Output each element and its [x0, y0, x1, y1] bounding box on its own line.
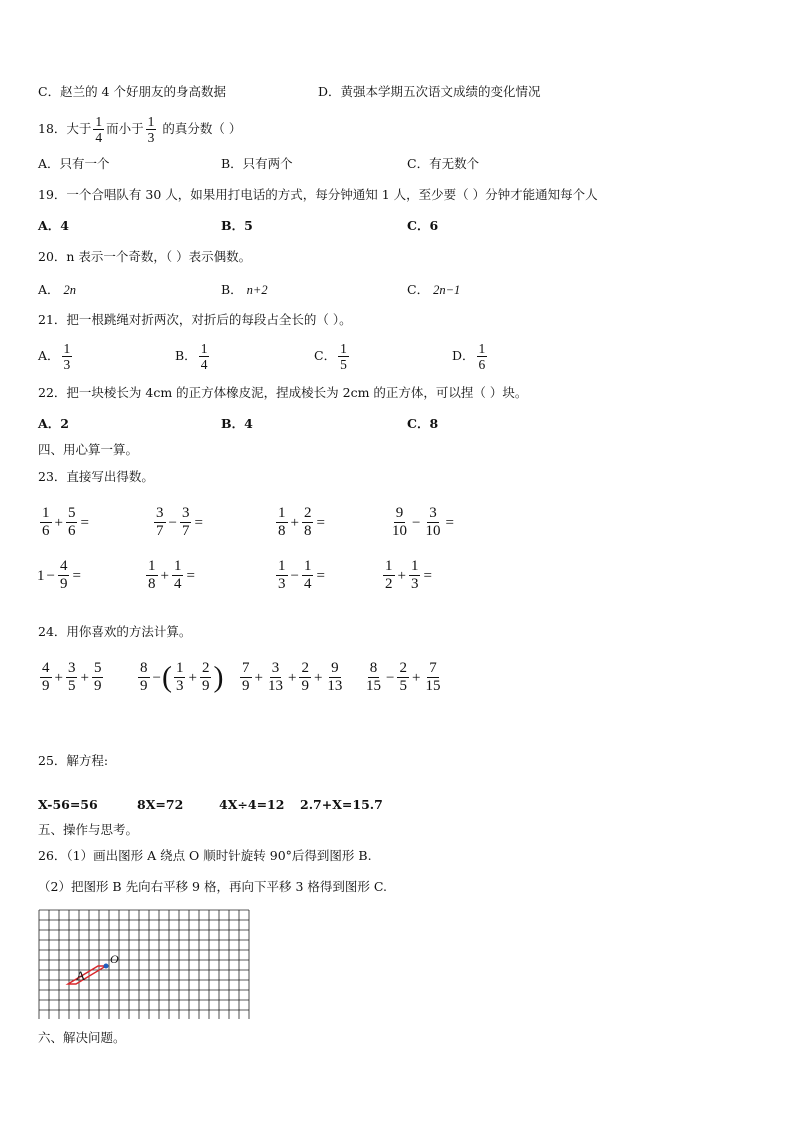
fraction: $\frac{1}{3}$	[147, 114, 155, 145]
section-6-heading: 六、解决问题。	[38, 1030, 126, 1045]
q23-expr: $\frac{1}{8}$ + $\frac{2}{8}$ =	[278, 505, 325, 539]
q21-option-c: C． $\frac{1}{5}$	[314, 341, 347, 372]
q24-expr-3: $\frac{7}{9}$ + $\frac{3}{13}$ + $\frac{2}{9}$ + $\frac{9}{13}$	[242, 660, 343, 694]
fraction: $\frac{1}{4}$	[95, 114, 103, 145]
question-26-part-2: （2）把图形 B 先向右平移 9 格，再向下平移 3 格得到图形 C.	[38, 879, 387, 894]
q20-option-c: C． 2n−1	[407, 282, 461, 297]
question-26-part-1: 26．（1）画出图形 A 绕点 O 顺时针旋转 90°后得到图形 B.	[38, 848, 372, 863]
q22-option-b: B．4	[221, 416, 253, 431]
q23-expr: $\frac{1}{6}$ + $\frac{5}{6}$ =	[42, 505, 89, 539]
question-24-title: 24．用你喜欢的方法计算。	[38, 624, 192, 639]
q19-option-c: C．6	[407, 218, 439, 233]
q18-option-c: C．有无数个	[407, 156, 480, 171]
q23-expr: $\frac{1}{8}$ + $\frac{1}{4}$ =	[148, 558, 195, 592]
q24-expr-1: $\frac{4}{9}$ + $\frac{3}{5}$ + $\frac{5}{9}$	[42, 660, 102, 694]
q23-expr: $\frac{1}{3}$ − $\frac{1}{4}$ =	[278, 558, 325, 592]
q17-option-c: C．赵兰的 4 个好朋友的身高数据	[38, 84, 226, 99]
q18-option-a: A．只有一个	[38, 156, 110, 171]
question-18: 18．大于 $\frac{1}{4}$ 而小于 $\frac{1}{3}$ 的真分数（ ）	[38, 114, 242, 145]
q25-equation: X-56=56	[38, 797, 98, 812]
q23-expr: $\frac{9}{10}$ − $\frac{3}{10}$ =	[392, 505, 454, 539]
q20-option-b: B． n+2	[221, 282, 268, 297]
shape-a-label: A	[76, 968, 86, 983]
q25-equation: 4X÷4=12	[219, 797, 285, 812]
q25-equation: 2.7+X=15.7	[300, 797, 383, 812]
question-23-title: 23．直接写出得数。	[38, 469, 154, 484]
grid-figure	[38, 909, 254, 1019]
q17-option-d: D．黄强本学期五次语文成绩的变化情况	[318, 84, 541, 99]
point-o-label: O	[110, 952, 119, 966]
q24-expr-4: $\frac{8}{15}$ − $\frac{2}{5}$ + $\frac{7}{15}$	[366, 660, 441, 694]
shape-a-parallelogram	[68, 966, 106, 984]
section-5-heading: 五、操作与思考。	[38, 822, 139, 837]
q21-option-d: D． $\frac{1}{6}$	[452, 341, 486, 372]
q22-option-a: A．2	[38, 416, 69, 431]
q22-option-c: C．8	[407, 416, 439, 431]
question-25-title: 25．解方程:	[38, 753, 109, 768]
q21-option-a: A． $\frac{1}{3}$	[38, 341, 71, 372]
q19-option-a: A．4	[38, 218, 69, 233]
question-21: 21．把一根跳绳对折两次，对折后的每段占全长的（ ）。	[38, 312, 352, 327]
point-o	[104, 964, 109, 969]
question-20: 20．n 表示一个奇数，（ ）表示偶数。	[38, 249, 252, 264]
q18-option-b: B．只有两个	[221, 156, 293, 171]
q23-expr: $\frac{3}{7}$ − $\frac{3}{7}$ =	[156, 505, 203, 539]
question-19: 19．一个合唱队有 30 人，如果用打电话的方式，每分钟通知 1 人，至少要（ ）分钟才能通知每个人	[38, 187, 598, 202]
q21-option-b: B． $\frac{1}{4}$	[175, 341, 208, 372]
q20-option-a: A． 2n	[38, 282, 77, 297]
question-22: 22．把一块棱长为 4cm 的正方体橡皮泥，捏成棱长为 2cm 的正方体，可以捏（ ）块。	[38, 385, 528, 400]
q23-expr: $\frac{1}{2}$ + $\frac{1}{3}$ =	[385, 558, 432, 592]
q23-expr: 1 − $\frac{4}{9}$ =	[37, 558, 81, 592]
q19-option-b: B．5	[221, 218, 253, 233]
grid-lines	[39, 910, 249, 1019]
q24-expr-2: $\frac{8}{9}$ −( $\frac{1}{3}$ + $\frac{2}{9}$ )	[140, 660, 224, 694]
q25-equation: 8X=72	[137, 797, 184, 812]
section-4-heading: 四、用心算一算。	[38, 442, 139, 457]
